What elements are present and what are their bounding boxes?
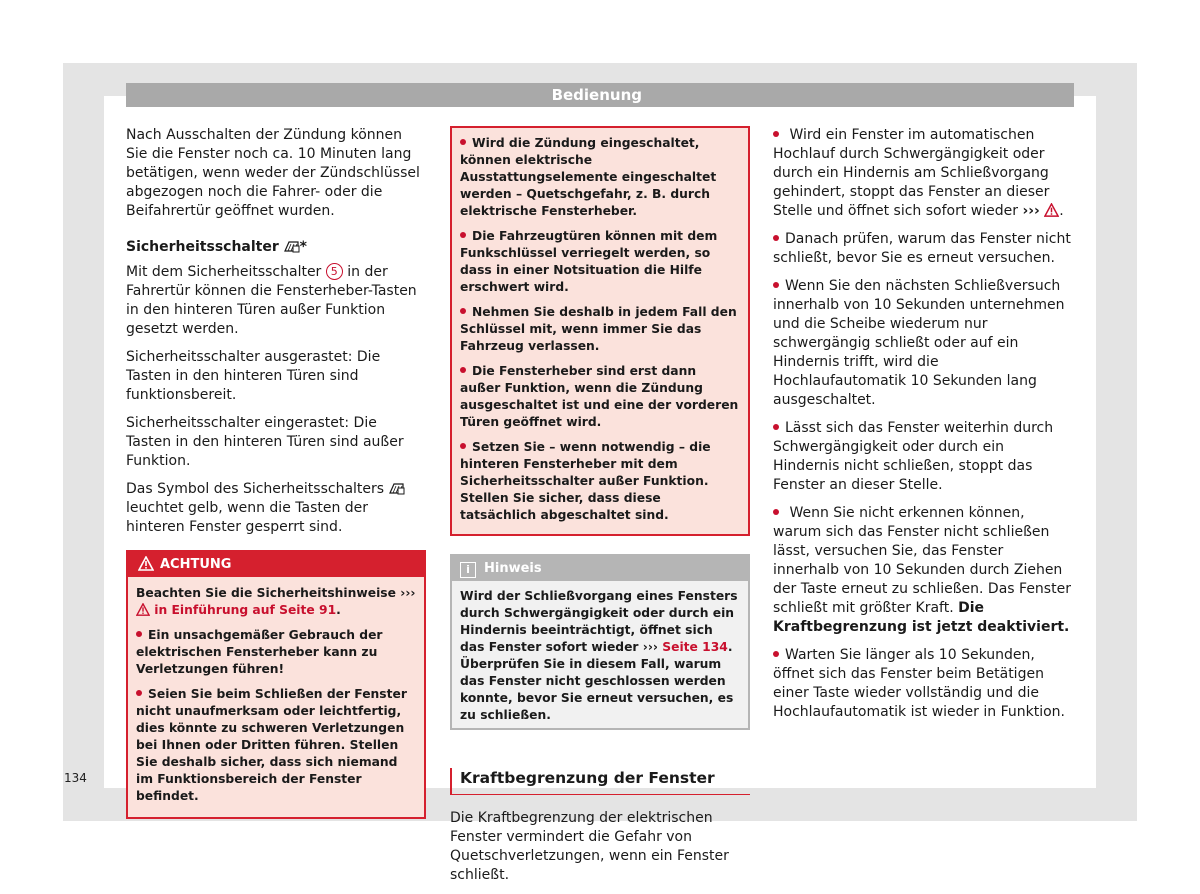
text-span: . — [336, 603, 341, 617]
optional-equipment-mark: * — [299, 239, 307, 255]
symbol-paragraph — [126, 480, 426, 537]
warning-item: Seien Sie beim Schließen der Fenster nicht unaufmerksam oder leichtfertig, dies könnte zu schweren Verletzungen bei Ihnen oder Dritten führen. Stellen Sie deshalb sicher, dass sich niemand im Funktionsbereich der Fenster befindet. — [136, 686, 416, 805]
page-reference-link[interactable]: in Einführung auf Seite 91 — [154, 603, 337, 617]
column-middle — [450, 126, 750, 894]
switch-engaged-paragraph: Sicherheitsschalter eingerastet: Die Tasten in den hinteren Türen sind außer Funktion. — [126, 415, 404, 469]
list-item: Danach prüfen, warum das Fenster nicht schließt, bevor Sie es erneut versuchen. — [773, 230, 1073, 268]
section-heading-force-limit: Kraftbegrenzung der Fenster — [450, 768, 750, 795]
warning-item: Ein unsachgemäßer Gebrauch der elektrischen Fensterheber kann zu Verletzungen führen! — [136, 627, 416, 678]
warning-body — [452, 128, 748, 534]
list-item: Wenn Sie den nächsten Schließversuch innerhalb von 10 Sekunden unternehmen und die Scheibe wiederum nur schwergängig schließt oder auf ein Hindernis trifft, wird die Hochlaufautomatik 10 Sekunden lang ausgeschaltet. — [773, 277, 1073, 410]
reference-arrow: ››› — [1022, 203, 1040, 219]
warning-item: Nehmen Sie deshalb in jedem Fall den Schlüssel mit, wenn immer Sie das Fahrzeug verlassen. — [460, 304, 740, 355]
intro-paragraph: Nach Ausschalten der Zündung können Sie die Fenster noch ca. 10 Minuten lang betätigen, wenn weder der Zündschlüssel abgezogen noch die Fahrer- oder die Beifahrertür geöffnet wurden. — [126, 127, 420, 219]
column-left — [126, 126, 426, 819]
note-body — [452, 581, 748, 728]
warning-item: Setzen Sie – wenn notwendig – die hinteren Fensterheber mit dem Sicherheitsschalter außer Funktion. Stellen Sie sicher, dass diese tatsächlich abgeschaltet sind. — [460, 439, 740, 524]
text-span: Das Symbol des Sicherheitsschalters — [126, 481, 385, 497]
page-number: 134 — [64, 771, 87, 785]
note-text — [460, 588, 740, 724]
warning-box-continued — [450, 126, 750, 536]
text-span: Wird der Schließvorgang eines Fensters durch Schwergängigkeit oder durch ein Hindernis beeinträchtigt, öffnet sich das Fenster sofort wieder — [460, 589, 738, 654]
warning-label: ACHTUNG — [160, 557, 232, 572]
warning-item: Die Fensterheber sind erst dann außer Funktion, wenn die Zündung ausgeschaltet ist und eine der vorderen Türen geöffnet wird. — [460, 364, 739, 429]
emphasis-text: Die Kraftbegrenzung ist jetzt deaktiviert. — [773, 600, 1070, 635]
warning-body — [128, 577, 424, 817]
warning-header — [128, 552, 424, 577]
warning-triangle-icon — [136, 603, 150, 616]
list-item — [773, 126, 1073, 221]
callout-number: 5 — [326, 263, 343, 280]
reference-arrow: ››› — [400, 586, 416, 600]
reference-arrow: ››› — [642, 640, 658, 654]
warning-item: Wird die Zündung eingeschaltet, können elektrische Ausstattungselemente eingeschaltet werden – Quetschgefahr, z. B. durch elektrische Fensterheber. — [460, 135, 740, 220]
list-item: Lässt sich das Fenster weiterhin durch Schwergängigkeit oder durch ein Hindernis nicht schließen, stoppt das Fenster an dieser Stelle. — [773, 419, 1073, 495]
text-span: in der Fahrertür können die Fensterheber-Tasten in den hinteren Türen außer Funktion gesetzt werden. — [126, 264, 417, 337]
info-icon: i — [460, 562, 476, 578]
text-span: . — [1059, 203, 1064, 219]
section-header-title: Bedienung — [551, 86, 642, 104]
list-item — [773, 504, 1073, 637]
text-span: leuchtet gelb, wenn die Tasten der hinteren Fenster gesperrt sind. — [126, 500, 369, 535]
note-box — [450, 554, 750, 730]
switch-released-paragraph: Sicherheitsschalter ausgerastet: Die Tasten in den hinteren Türen sind funktionsbereit. — [126, 349, 381, 403]
subheading-safety-switch — [126, 238, 426, 257]
window-lock-icon — [389, 481, 405, 495]
text-span: Mit dem Sicherheitsschalter — [126, 264, 322, 280]
warning-lead — [136, 585, 416, 619]
window-lock-icon — [284, 239, 300, 253]
column-right — [773, 126, 1073, 731]
text-span: Beachten Sie die Sicherheitshinweise — [136, 586, 396, 600]
section-header-bar — [126, 83, 1074, 107]
warning-triangle-icon — [138, 556, 154, 571]
subheading-text: Sicherheitsschalter — [126, 239, 279, 255]
force-limit-paragraph: Die Kraftbegrenzung der elektrischen Fenster vermindert die Gefahr von Quetschverletzungen, wenn ein Fenster schließt. — [450, 810, 729, 883]
page-reference-link[interactable]: Seite 134 — [662, 640, 728, 654]
list-item: Warten Sie länger als 10 Sekunden, öffnet sich das Fenster beim Betätigen einer Taste wieder vollständig und die Hochlaufautomatik ist wieder in Funktion. — [773, 646, 1073, 722]
text-span: Wird ein Fenster im automatischen Hochlauf durch Schwergängigkeit oder durch ein Hindernis am Schließvorgang gehindert, stoppt das Fenster an dieser Stelle und öffnet sich sofort wieder — [773, 127, 1050, 219]
note-label: Hinweis — [484, 561, 542, 576]
warning-item: Die Fahrzeugtüren können mit dem Funkschlüssel verriegelt werden, so dass in einer Notsituation die Hilfe erschwert wird. — [460, 228, 740, 296]
warning-box — [126, 550, 426, 819]
safety-switch-paragraph — [126, 263, 426, 339]
text-span: . Überprüfen Sie in diesem Fall, warum das Fenster nicht geschlossen werden konnte, bevor Sie erneut versuchen, es zu schließen. — [460, 640, 734, 722]
text-span: Wenn Sie nicht erkennen können, warum sich das Fenster nicht schließen lässt, versuchen Sie, das Fenster innerhalb von 10 Sekunden durch Ziehen der Taste erneut zu schließen. Das Fenster schließt mit größter Kraft. — [773, 505, 1071, 616]
note-header — [452, 556, 748, 581]
warning-triangle-icon — [1044, 203, 1059, 217]
